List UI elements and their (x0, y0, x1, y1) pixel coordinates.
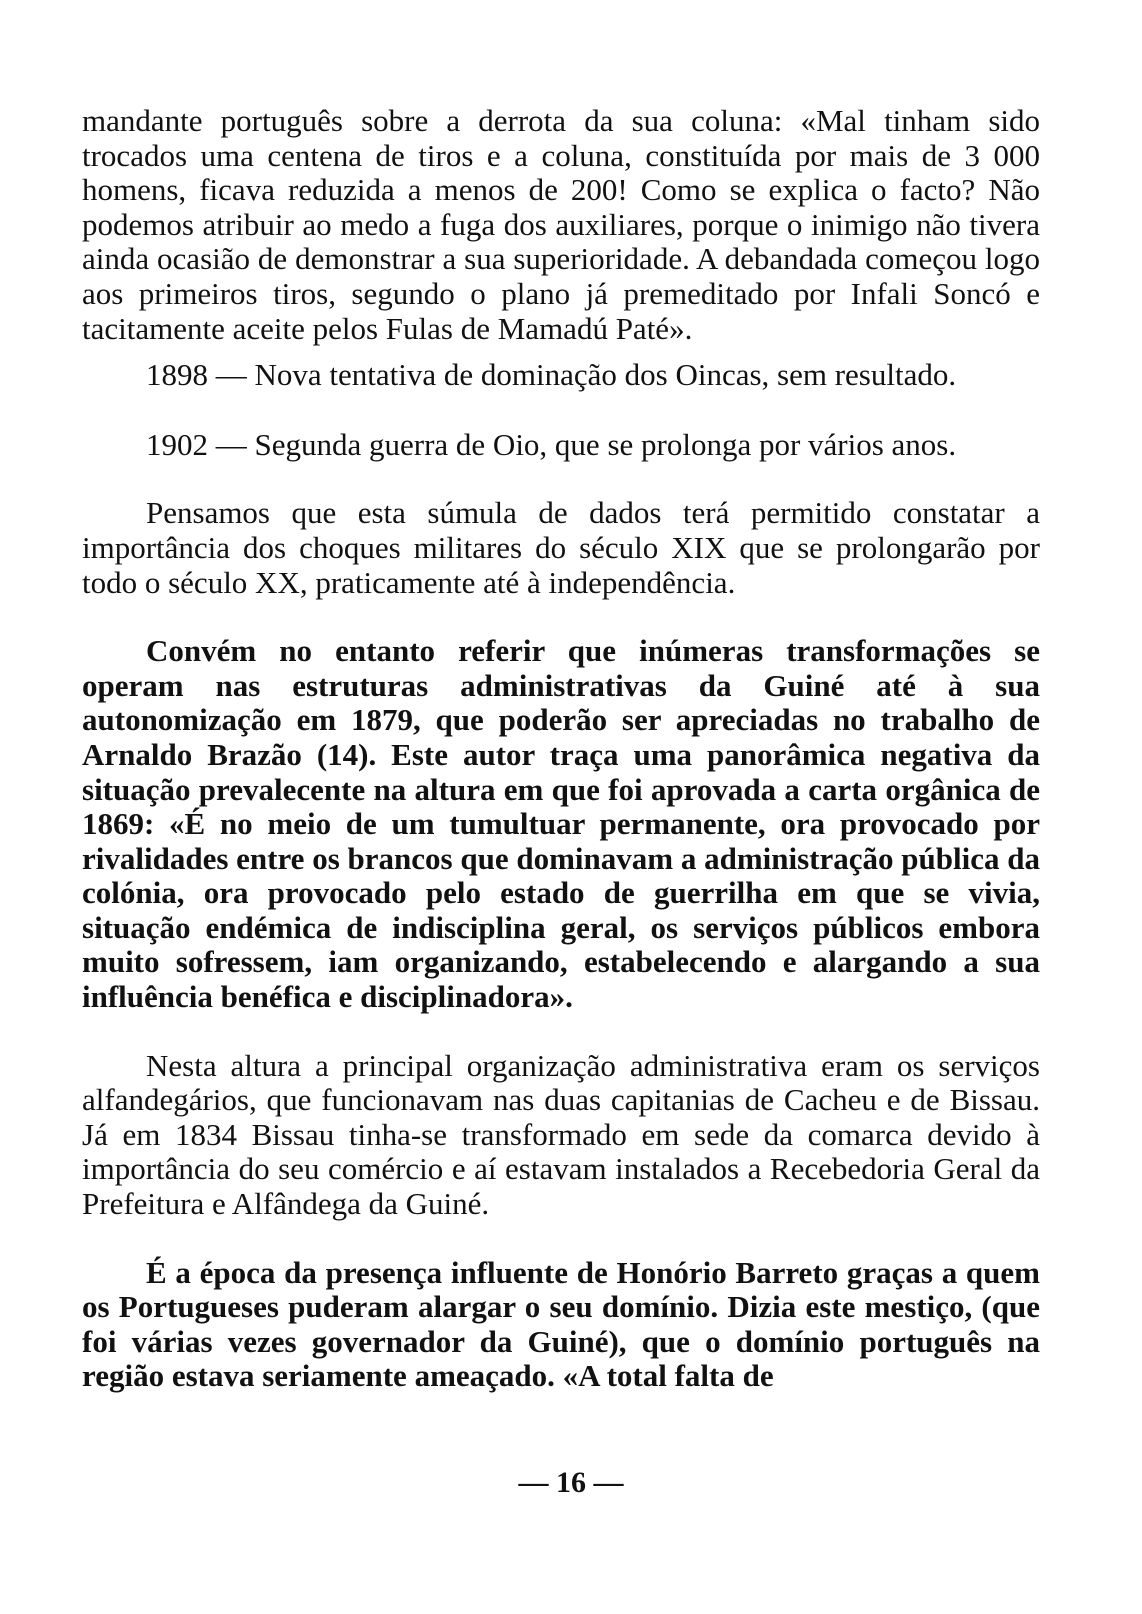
paragraph-summary: Pensamos que esta súmula de dados terá permitido constatar a importância dos choques militares do século XIX que se prolongarão por todo o século XX, praticamente até à independência. (82, 495, 1040, 600)
paragraph-quote-continuation: mandante português sobre a derrota da sua coluna: «Mal tinham sido trocados uma centena de tiros e a coluna, constituída por mais de 3 000 homens, ficava reduzida a menos de 200! Como se explica o facto? Não podemos atribuir ao medo a fuga dos auxiliares, porque o inimigo não tivera ainda ocasião de demonstrar a sua superioridade. A debandada começou logo aos primeiros tiros, segundo o plano já premeditado por Infali Soncó e tacitamente aceite pelos Fulas de Mamadú Paté». (82, 103, 1040, 346)
paragraph-1902-entry: 1902 — Segunda guerra de Oio, que se prolonga por vários anos. (146, 426, 957, 462)
paragraph-1898-entry: 1898 — Nova tentativa de dominação dos Oincas, sem resultado. (146, 357, 957, 393)
paragraph-customs-services: Nesta altura a principal organização administrativa eram os serviços alfandegários, que funcionavam nas duas capitanias de Cacheu e de Bissau. Já em 1834 Bissau tinha-se transformado em sede da comarca devido à importância do seu comércio e aí estavam instalados a Recebedoria Geral da Prefeitura e Alfândega da Guiné. (82, 1047, 1040, 1222)
page-number: — 16 — (518, 1466, 624, 1499)
document-body (82, 104, 1040, 1394)
paragraph-honorio-barreto: É a época da presença influente de Honório Barreto graças a quem os Portugueses puderam alargar o seu domínio. Dizia este mestiço, (que foi várias vezes governador da Guiné), que o domínio português na região estava seriamente ameaçado. «A total falta de (82, 1254, 1040, 1394)
paragraph-administrative-changes: Convém no entanto referir que inúmeras transformações se operam nas estruturas administrativas da Guiné até à sua autonomização em 1879, que poderão ser apreciadas no trabalho de Arnaldo Brazão (14). Este autor traça uma panorâmica negativa da situação prevalecente na altura em que foi aprovada a carta orgânica de 1869: «É no meio de um tumultuar permanente, ora provocado por rivalidades entre os brancos que dominavam a administração pública da colónia, ora provocado pelo estado de guerrilha em que se vivia, situação endémica de indisciplina geral, os serviços públicos embora muito sofressem, iam organizando, estabelecendo e alargando a sua influência benéfica e disciplinadora». (82, 633, 1040, 1015)
